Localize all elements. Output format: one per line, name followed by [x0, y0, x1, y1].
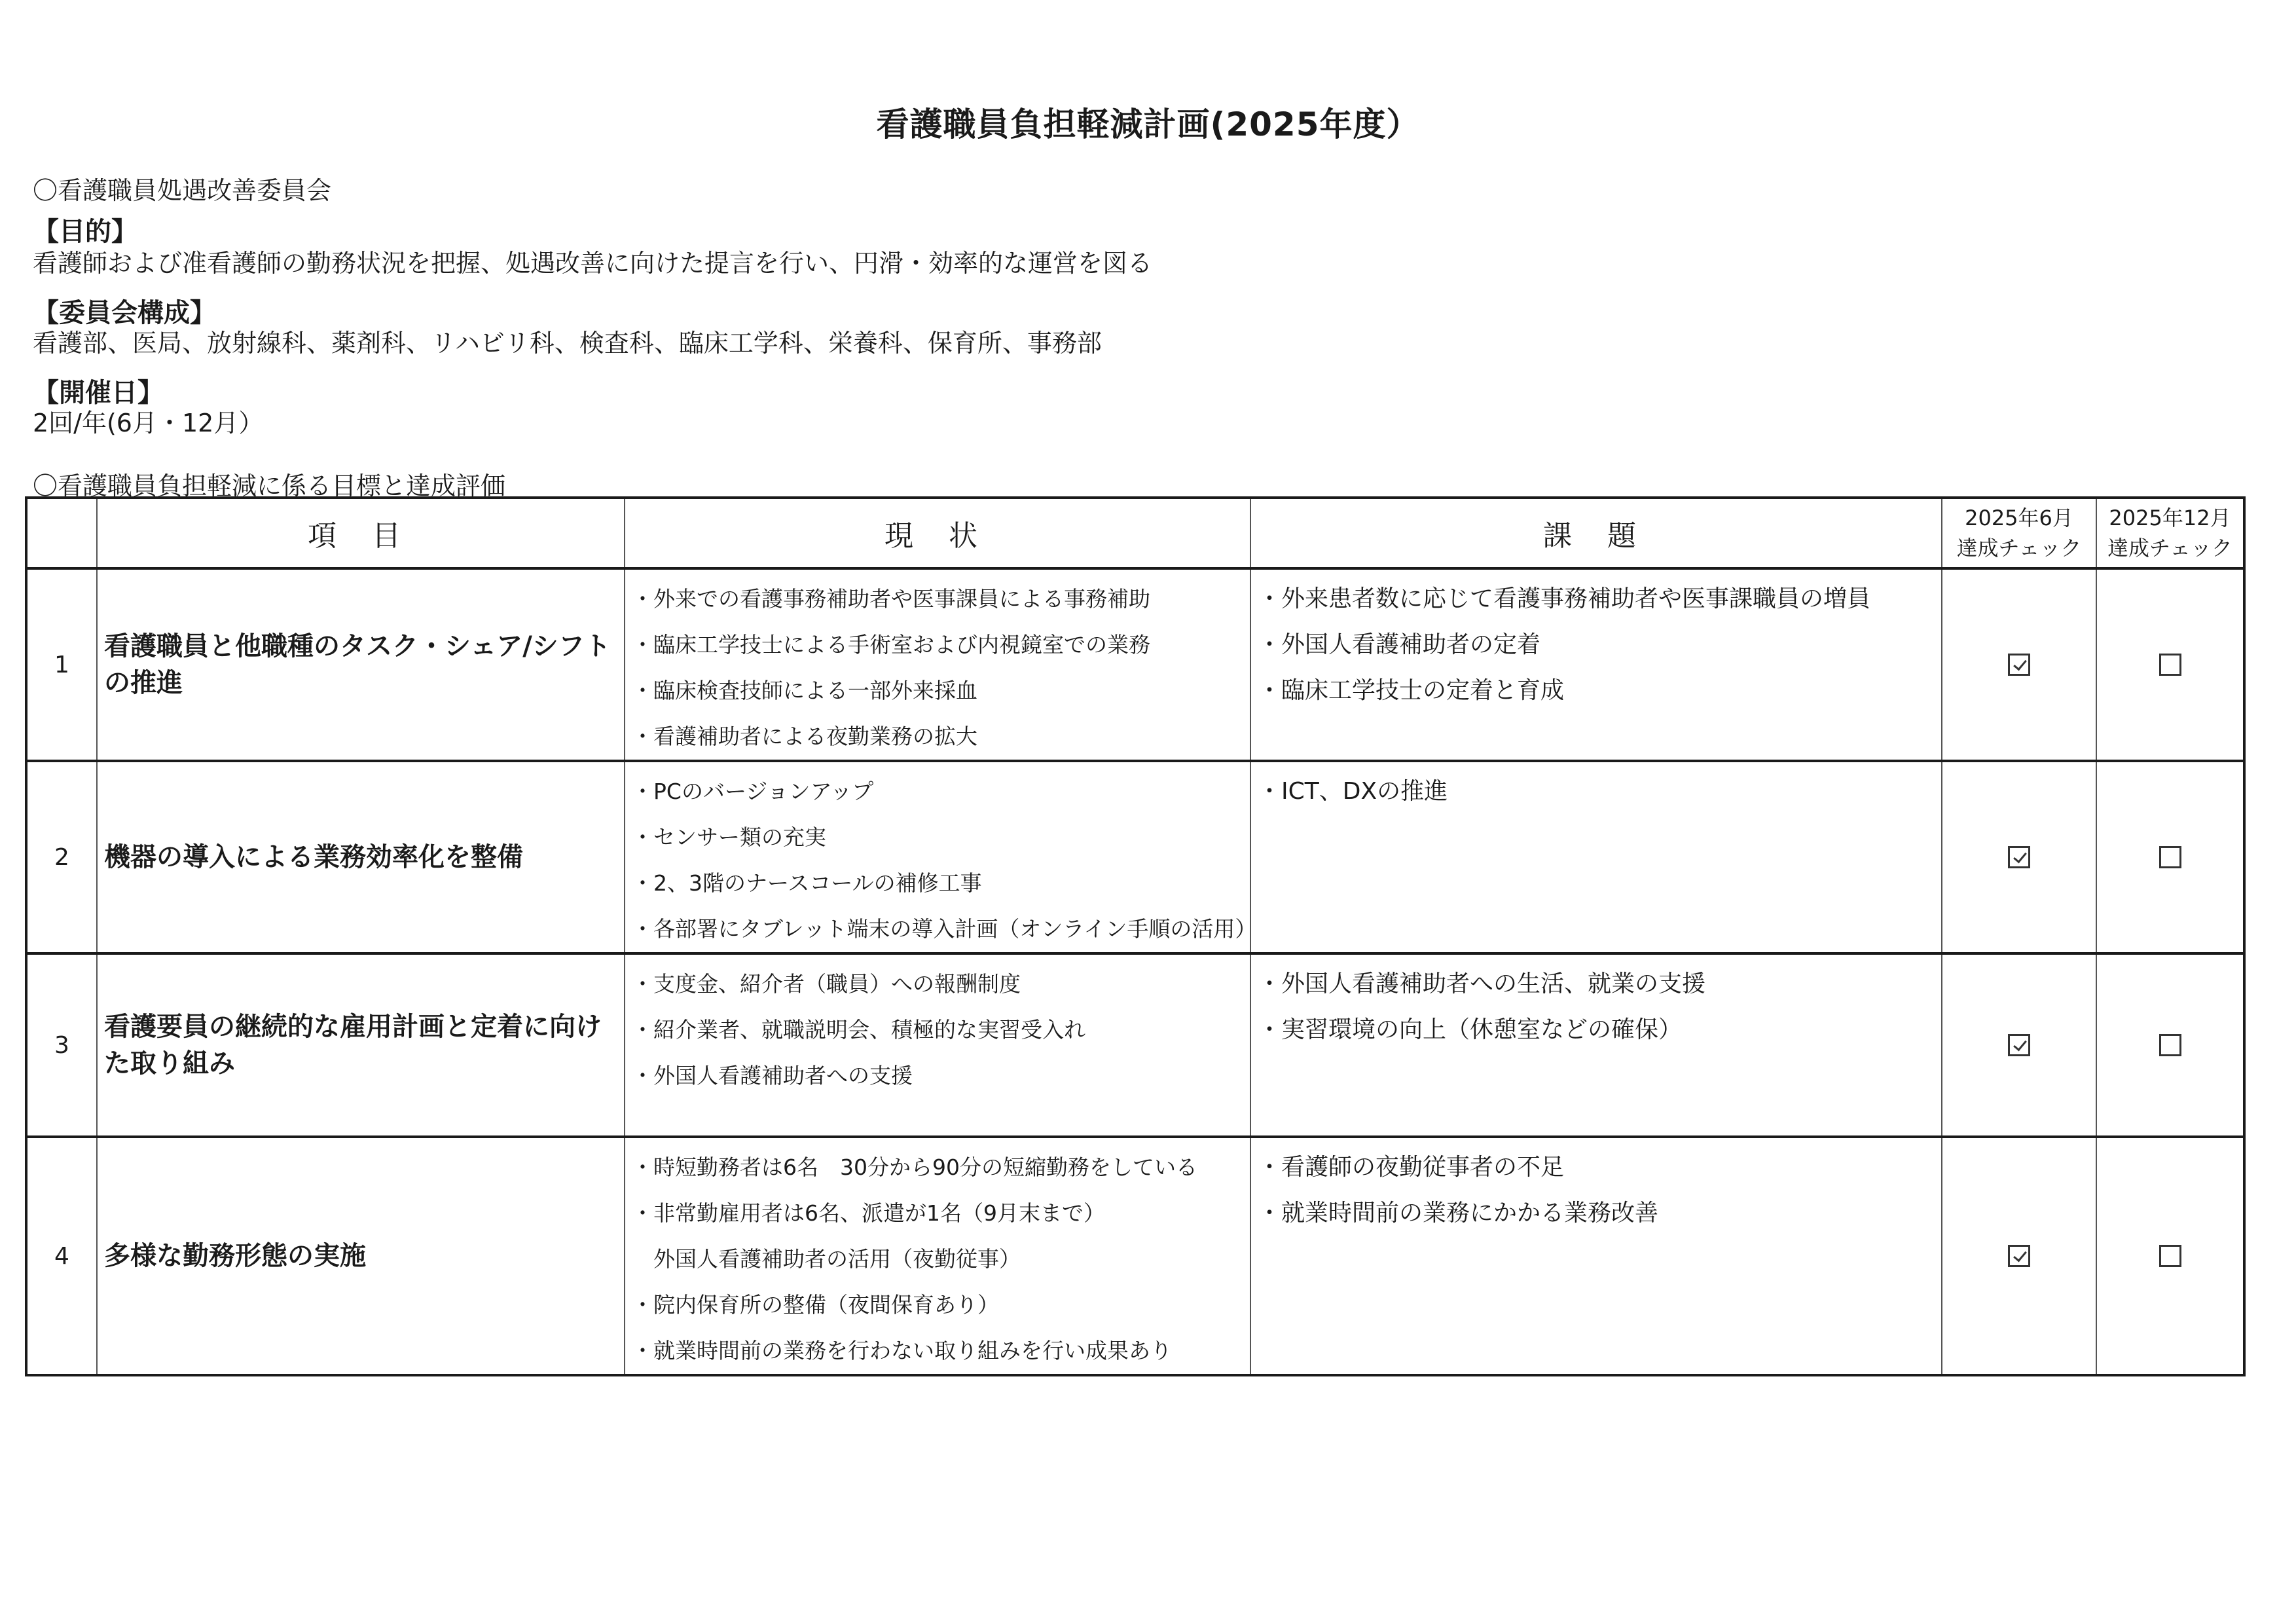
status-line: ・紹介業者、就職説明会、積極的な実習受入れ: [632, 1017, 1085, 1043]
issue-line: ・実習環境の向上（休憩室などの確保）: [1258, 1016, 1683, 1043]
dec-checkbox[interactable]: [2159, 1245, 2181, 1267]
header-dec-check: [2096, 498, 2244, 568]
issue-line: ・外国人看護補助者への生活、就業の支援: [1258, 970, 1706, 997]
row-item: 看護職員と他職種のタスク・シェア/シフトの推進: [97, 568, 625, 761]
status-line: ・外国人看護補助者への支援: [632, 1063, 913, 1088]
june-check-cell: [1942, 1137, 2096, 1375]
dec-check-cell: [2096, 1137, 2244, 1375]
header-june-line2: 達成チェック: [1956, 536, 2082, 561]
dec-checkbox[interactable]: [2159, 846, 2181, 868]
members-label: 【委員会構成】: [33, 298, 216, 328]
june-checkbox[interactable]: [2008, 1034, 2030, 1056]
status-line: ・外来での看護事務補助者や医事課員による事務補助: [632, 586, 1150, 612]
header-item: 項 目: [97, 498, 625, 568]
purpose-text: 看護師および准看護師の勤務状況を把握、処遇改善に向けた提言を行い、円滑・効率的な運営を図る: [33, 249, 1153, 278]
status-line: ・各部署にタブレット端末の導入計画（オンライン手順の活用）: [632, 916, 1257, 942]
row-number: 4: [26, 1137, 97, 1375]
row-status: [625, 568, 1250, 761]
status-line: ・センサー類の充実: [632, 824, 826, 850]
dec-check-cell: [2096, 568, 2244, 761]
june-checkbox[interactable]: [2008, 1245, 2030, 1267]
row-issues: [1250, 568, 1942, 761]
header-june-check: [1942, 498, 2096, 568]
members-text: 看護部、医局、放射線科、薬剤科、リハビリ科、検査科、臨床工学科、栄養科、保育所、事務部: [33, 329, 1102, 358]
table-heading: 〇看護職員負担軽減に係る目標と達成評価: [33, 471, 506, 500]
header-dec-line1: 2025年12月: [2109, 506, 2231, 530]
status-line: ・非常勤雇用者は6名、派遣が1名（9月末まで）: [632, 1200, 1105, 1226]
header-status: 現 状: [625, 498, 1250, 568]
dec-check-cell: [2096, 953, 2244, 1137]
dates-text: 2回/年(6月・12月）: [33, 409, 264, 437]
row-number: 1: [26, 568, 97, 761]
dec-checkbox[interactable]: [2159, 654, 2181, 676]
status-line: ・看護補助者による夜勤業務の拡大: [632, 724, 977, 749]
row-item: 看護要員の継続的な雇用計画と定着に向けた取り組み: [97, 953, 625, 1137]
issue-line: ・臨床工学技士の定着と育成: [1258, 677, 1565, 704]
table-row: [26, 568, 2244, 761]
table-row: [26, 761, 2244, 953]
issue-line: ・外来患者数に応じて看護事務補助者や医事課職員の増員: [1258, 585, 1871, 612]
purpose-label: 【目的】: [33, 217, 137, 247]
dates-label: 【開催日】: [33, 378, 164, 408]
row-status: [625, 953, 1250, 1137]
row-item: 機器の導入による業務効率化を整備: [97, 761, 625, 953]
row-status: [625, 761, 1257, 953]
issue-line: ・就業時間前の業務にかかる業務改善: [1258, 1200, 1659, 1227]
june-checkbox[interactable]: [2008, 846, 2030, 868]
status-line: ・PCのバージョンアップ: [632, 779, 874, 804]
header-issue: 課 題: [1250, 498, 1942, 568]
row-issues: [1250, 1137, 1942, 1375]
issue-line: ・外国人看護補助者の定着: [1258, 631, 1541, 658]
status-line: ・院内保育所の整備（夜間保育あり）: [632, 1292, 999, 1318]
dec-checkbox[interactable]: [2159, 1034, 2181, 1056]
table-row: [26, 953, 2244, 1137]
header-num: [26, 498, 97, 568]
row-issues: [1250, 761, 1942, 953]
goals-table: [25, 496, 2246, 1376]
table-header-row: [26, 498, 2244, 568]
page-title: 看護職員負担軽減計画(2025年度）: [876, 105, 1420, 143]
june-checkbox[interactable]: [2008, 654, 2030, 676]
status-line: ・時短勤務者は6名 30分から90分の短縮勤務をしている: [632, 1154, 1197, 1180]
header-june-line1: 2025年6月: [1965, 506, 2073, 530]
status-line: ・臨床検査技師による一部外来採血: [632, 678, 977, 703]
row-number: 3: [26, 953, 97, 1137]
row-item: 多様な勤務形態の実施: [97, 1137, 625, 1375]
row-number: 2: [26, 761, 97, 953]
committee-heading: 〇看護職員処遇改善委員会: [33, 176, 332, 205]
status-line: ・臨床工学技士による手術室および内視鏡室での業務: [632, 632, 1150, 657]
status-line: ・2、3階のナースコールの補修工事: [632, 870, 982, 896]
row-issues: [1250, 953, 1942, 1137]
june-check-cell: [1942, 953, 2096, 1137]
header-dec-line2: 達成チェック: [2107, 536, 2233, 561]
status-line: 外国人看護補助者の活用（夜勤従事）: [632, 1246, 1021, 1272]
issue-line: ・ICT、DXの推進: [1258, 778, 1448, 805]
issue-line: ・看護師の夜勤従事者の不足: [1258, 1154, 1565, 1181]
status-line: ・支度金、紹介者（職員）への報酬制度: [632, 971, 1021, 997]
june-check-cell: [1942, 568, 2096, 761]
table-row: [26, 1137, 2244, 1375]
row-status: [625, 1137, 1250, 1375]
june-check-cell: [1942, 761, 2096, 953]
status-line: ・就業時間前の業務を行わない取り組みを行い成果あり: [632, 1338, 1172, 1363]
dec-check-cell: [2096, 761, 2244, 953]
